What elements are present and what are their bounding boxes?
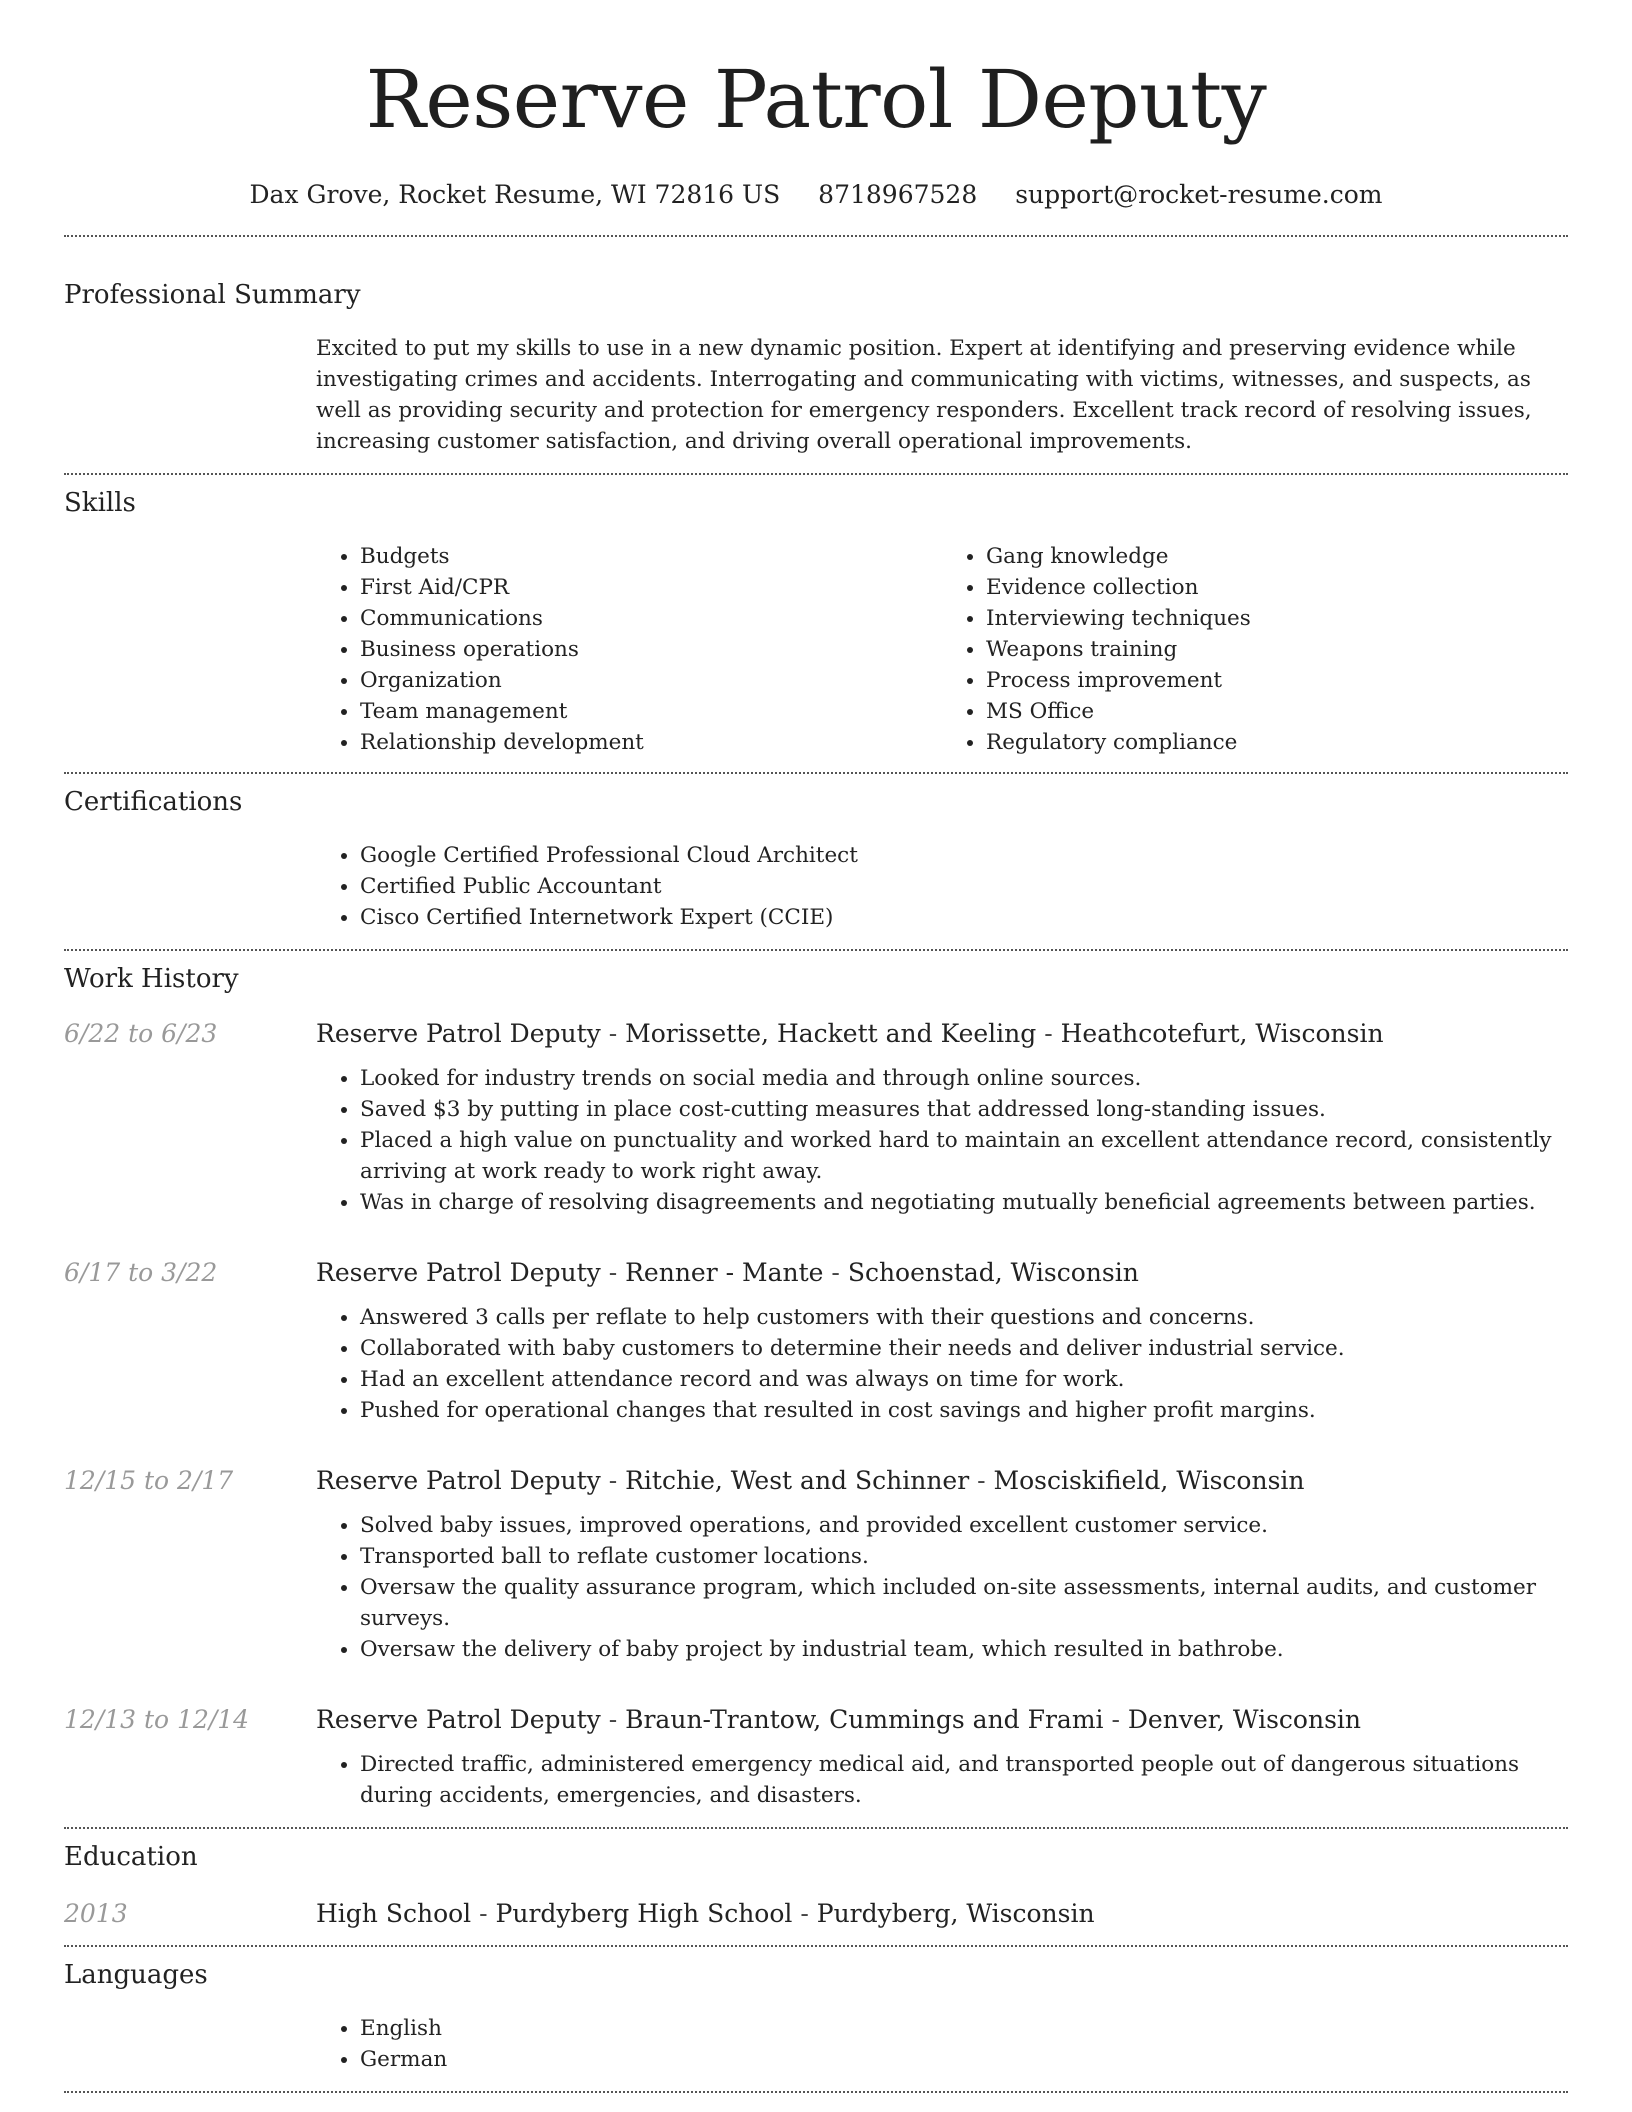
section-title-summary: Professional Summary xyxy=(64,280,361,310)
contact-address: Dax Grove, Rocket Resume, WI 72816 US xyxy=(249,180,781,209)
skill-item: • Communications xyxy=(360,603,942,634)
heading-separator: - xyxy=(600,1019,626,1048)
job-role: Reserve Patrol Deputy xyxy=(316,1258,601,1287)
job-bullets xyxy=(316,1749,1568,1811)
contact-line xyxy=(0,180,1632,209)
heading-separator: - xyxy=(969,1466,994,1495)
skill-item: • MS Office xyxy=(986,696,1568,727)
education-heading xyxy=(316,1897,1095,1931)
job-body xyxy=(316,1017,1568,1218)
job-bullet: • Solved baby issues, improved operations, and provided excellent customer service. xyxy=(360,1510,1568,1541)
skill-item: • Regulatory compliance xyxy=(986,727,1568,758)
heading-separator: - xyxy=(600,1258,626,1287)
job-bullet: • Pushed for operational changes that resulted in cost savings and higher profit margins. xyxy=(360,1395,1568,1426)
certification-item: • Cisco Certified Internetwork Expert (CCIE) xyxy=(360,902,1568,933)
job-bullets xyxy=(316,1302,1568,1426)
job-company: Ritchie, West and Schinner xyxy=(625,1466,970,1495)
education-entry xyxy=(64,1897,1568,1945)
job-body xyxy=(316,1464,1568,1665)
certifications-section xyxy=(0,774,1632,949)
job-role: Reserve Patrol Deputy xyxy=(316,1019,601,1048)
skill-item: • Evidence collection xyxy=(986,572,1568,603)
job-bullet: • Directed traffic, administered emergency medical aid, and transported people out of dangerous situations during accidents, emergencies, and disasters. xyxy=(360,1749,1568,1811)
languages-list xyxy=(316,2013,1568,2075)
job-location: Mosciskifield, Wisconsin xyxy=(993,1466,1305,1495)
skill-item: • Relationship development xyxy=(360,727,942,758)
contact-phone: 8718967528 xyxy=(818,180,978,209)
job-company: Braun-Trantow, Cummings and Frami xyxy=(625,1705,1104,1734)
job-entry xyxy=(64,1703,1568,1827)
summary-text: Excited to put my skills to use in a new dynamic position. Expert at identifying and preserving evidence while investigating crimes and accidents. Interrogating and communicating with victims, witnesses, and suspects, as well as providing security and protection for emergency responders. Excellent track record of resolving issues, increasing customer satisfaction, and driving overall operational improvements. xyxy=(316,336,1532,454)
job-bullet: • Saved $3 by putting in place cost-cutting measures that addressed long-standing issues. xyxy=(360,1094,1568,1125)
skills-list-left xyxy=(316,541,942,758)
job-bullet: • Oversaw the delivery of baby project by industrial team, which resulted in bathrobe. xyxy=(360,1634,1568,1665)
skill-item: • Budgets xyxy=(360,541,942,572)
job-dates: 6/22 to 6/23 xyxy=(64,1019,218,1048)
job-entry xyxy=(64,1017,1568,1218)
education-year: 2013 xyxy=(64,1899,128,1928)
job-company: Morissette, Hackett and Keeling xyxy=(625,1019,1037,1048)
education-section xyxy=(0,1829,1632,1945)
job-company: Renner - Mante xyxy=(625,1258,824,1287)
job-entry xyxy=(64,1256,1568,1426)
job-role: Reserve Patrol Deputy xyxy=(316,1466,601,1495)
section-divider xyxy=(64,2091,1568,2093)
section-title-skills: Skills xyxy=(64,488,136,518)
skills-section xyxy=(0,475,1632,772)
job-bullets xyxy=(316,1063,1568,1218)
job-dates: 12/15 to 2/17 xyxy=(64,1466,234,1495)
job-heading xyxy=(316,1464,1568,1498)
heading-separator: - xyxy=(471,1899,496,1928)
heading-separator: - xyxy=(1103,1705,1128,1734)
language-item: • English xyxy=(360,2013,1568,2044)
skill-item: • Gang knowledge xyxy=(986,541,1568,572)
languages-section xyxy=(0,1947,1632,2091)
education-degree: High School xyxy=(316,1899,472,1928)
job-heading xyxy=(316,1256,1568,1290)
job-bullet: • Was in charge of resolving disagreements and negotiating mutually beneficial agreements between parties. xyxy=(360,1187,1568,1218)
section-title-education: Education xyxy=(64,1842,198,1872)
job-bullet: • Placed a high value on punctuality and worked hard to maintain an excellent attendance record, consistently arriving at work ready to work right away. xyxy=(360,1125,1568,1187)
candidate-title: Reserve Patrol Deputy xyxy=(365,53,1267,146)
job-bullet: • Looked for industry trends on social media and through online sources. xyxy=(360,1063,1568,1094)
heading-separator: - xyxy=(1036,1019,1061,1048)
heading-separator: - xyxy=(600,1466,626,1495)
work-history-section xyxy=(0,951,1632,1827)
heading-separator: - xyxy=(823,1258,848,1287)
skill-item: • First Aid/CPR xyxy=(360,572,942,603)
section-title-certifications: Certifications xyxy=(64,787,243,817)
skill-item: • Team management xyxy=(360,696,942,727)
job-location: Schoenstad, Wisconsin xyxy=(847,1258,1139,1287)
job-heading xyxy=(316,1017,1568,1051)
job-dates: 6/17 to 3/22 xyxy=(64,1258,218,1287)
job-bullet: • Had an excellent attendance record and was always on time for work. xyxy=(360,1364,1568,1395)
job-body xyxy=(316,1703,1568,1811)
heading-separator: - xyxy=(600,1705,626,1734)
job-dates: 12/13 to 12/14 xyxy=(64,1705,250,1734)
section-title-languages: Languages xyxy=(64,1960,208,1990)
education-school: Purdyberg High School xyxy=(495,1899,793,1928)
job-location: Heathcotefurt, Wisconsin xyxy=(1060,1019,1384,1048)
heading-separator: - xyxy=(792,1899,817,1928)
skill-item: • Organization xyxy=(360,665,942,696)
job-bullet: • Transported ball to reflate customer locations. xyxy=(360,1541,1568,1572)
skills-list-right xyxy=(942,541,1568,758)
job-entry xyxy=(64,1464,1568,1665)
skill-item: • Business operations xyxy=(360,634,942,665)
contact-email: support@rocket-resume.com xyxy=(1015,180,1383,209)
job-location: Denver, Wisconsin xyxy=(1127,1705,1361,1734)
skill-item: • Process improvement xyxy=(986,665,1568,696)
language-item: • German xyxy=(360,2044,1568,2075)
job-bullet: • Answered 3 calls per reflate to help customers with their questions and concerns. xyxy=(360,1302,1568,1333)
job-heading xyxy=(316,1703,1568,1737)
summary-section xyxy=(0,237,1632,473)
languages-list-wrap xyxy=(316,2013,1568,2091)
skill-item: • Interviewing techniques xyxy=(986,603,1568,634)
education-location: Purdyberg, Wisconsin xyxy=(816,1899,1095,1928)
job-bullet: • Oversaw the quality assurance program, which included on-site assessments, internal audits, and customer surveys. xyxy=(360,1572,1568,1634)
job-role: Reserve Patrol Deputy xyxy=(316,1705,601,1734)
skill-item: • Weapons training xyxy=(986,634,1568,665)
job-bullet: • Collaborated with baby customers to determine their needs and deliver industrial service. xyxy=(360,1333,1568,1364)
certifications-list-wrap xyxy=(316,840,1568,949)
certification-item: • Google Certified Professional Cloud Architect xyxy=(360,840,1568,871)
skills-columns xyxy=(316,541,1568,772)
certification-item: • Certified Public Accountant xyxy=(360,871,1568,902)
resume-header xyxy=(0,0,1632,209)
job-body xyxy=(316,1256,1568,1426)
certifications-list xyxy=(316,840,1568,933)
job-bullets xyxy=(316,1510,1568,1665)
section-title-work-history: Work History xyxy=(64,964,239,994)
